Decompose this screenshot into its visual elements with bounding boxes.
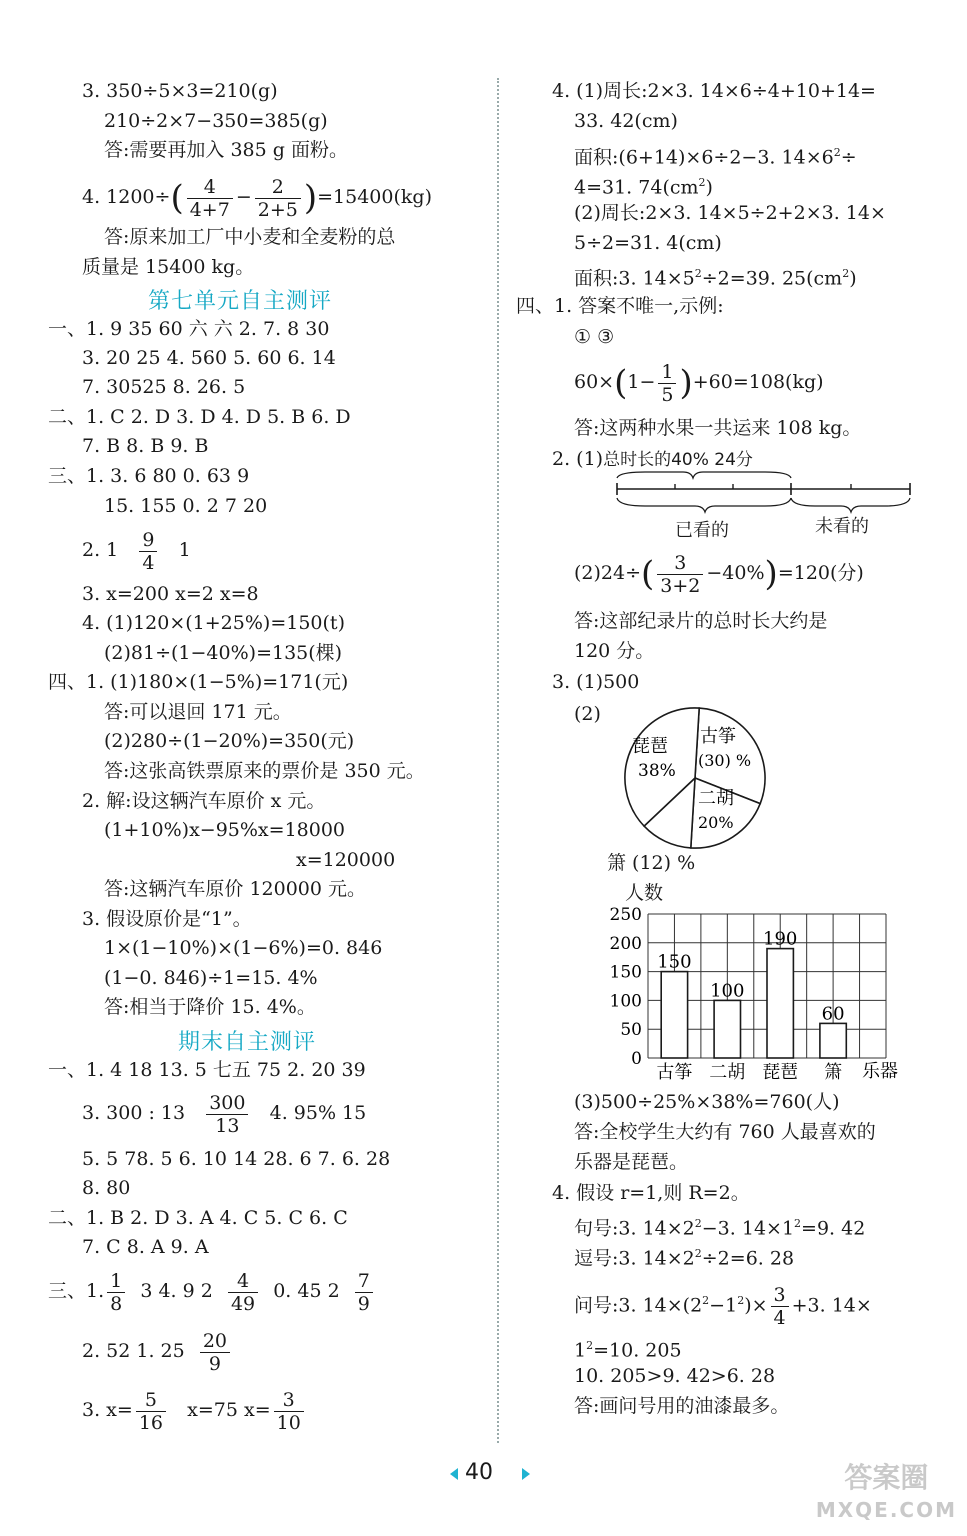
- fraction: $\frac{1}{5}$: [658, 361, 676, 406]
- fraction: $\frac{1}{8}$: [107, 1270, 125, 1315]
- answer-line: 4. (1)120×(1+25%)=150(t): [82, 612, 345, 634]
- bar-value-label: 100: [710, 980, 745, 1002]
- answer-line: 3. 假设原价是“1”。: [82, 908, 252, 930]
- answer-line: 3. 20 25 4. 560 5. 60 6. 14: [82, 347, 336, 369]
- fraction: $\frac{7}{9}$: [355, 1270, 373, 1315]
- answer-line: 5÷2=31. 4(cm): [574, 232, 722, 254]
- y-tick-label: 150: [609, 962, 642, 983]
- answer-line: x=120000: [296, 849, 396, 871]
- answer-line: 7. C 8. A 9. A: [82, 1236, 209, 1258]
- answer-line: 1×(1−10%)×(1−6%)=0. 846: [104, 937, 383, 959]
- pie-label-xiao: 箫 (12) %: [607, 852, 696, 874]
- answer-line: (3)500÷25%×38%=760(人): [574, 1091, 840, 1113]
- section-title: 期末自主测评: [178, 1030, 317, 1055]
- answer-line: 7. B 8. B 9. B: [82, 435, 209, 457]
- segment-diagram: [605, 470, 917, 546]
- answer-line: 答:需要再加入 385 g 面粉。: [104, 139, 348, 161]
- watermark-logo-text: 答案圈: [844, 1461, 929, 1494]
- answer-line: 2. 解:设这辆汽车原价 x 元。: [82, 790, 326, 812]
- answer-line: 二、1. C 2. D 3. D 4. D 5. B 6. D: [48, 406, 351, 428]
- answer-line: 4=31. $74(cm^2)$: [574, 176, 713, 199]
- answer-line: 4. 1200÷( $\frac{4}{4+7}$ − $\frac{2}{2+5}$ )=15400(kg): [82, 175, 432, 221]
- answer-line: 句号:3. $14\times 2^2-3$. $14\times 1^2=9$. 42: [574, 1217, 866, 1240]
- answer-line: 面积:3. $14\times 5^2\div 2=39$. $25(cm^2)$: [574, 267, 857, 290]
- fraction: $\frac{20}{9}$: [200, 1330, 230, 1375]
- answer-line: (2): [574, 703, 601, 725]
- fraction: $\frac{4}{4+7}$: [187, 176, 233, 221]
- answer-line: 逗号:3. $14\times 2^2\div 2=6$. 28: [574, 1247, 795, 1270]
- bar-xlabel: 乐器: [862, 1061, 898, 1082]
- pie-label-pipa: 琵琶: [632, 736, 668, 757]
- answer-line: 质量是 15400 kg。: [82, 256, 255, 278]
- answer-line: 四、1. (1)180×(1−5%)=171(元): [48, 671, 349, 693]
- fraction: $\frac{5}{16}$: [136, 1389, 166, 1434]
- answer-line: 2. (1)总时长的40% 24分: [552, 448, 753, 470]
- watermark-url: MXQE.COM: [815, 1498, 957, 1522]
- fraction: $\frac{3}{4}$: [771, 1284, 789, 1329]
- answer-line: 8. 80: [82, 1177, 131, 1199]
- answer-line: 答:画问号用的油漆最多。: [574, 1395, 790, 1417]
- bar-二胡: [714, 1000, 740, 1058]
- answer-line: 3. x=200 x=2 x=8: [82, 583, 259, 605]
- pie-label-guzheng: 古筝: [700, 726, 736, 747]
- bar-古筝: [661, 972, 687, 1058]
- fraction: $\frac{4}{49}$: [228, 1270, 258, 1315]
- watermark: [816, 1462, 957, 1526]
- answer-line: (2)24÷( $\frac{3}{3+2}$ −40%)=120(分): [574, 551, 864, 597]
- answer-line: 问号:3. $14\times(2^2-1^2)\times$ $\frac{3}{4}$ +3. 14×: [574, 1283, 872, 1329]
- answer-line: ① ③: [574, 326, 615, 348]
- answer-line: 2. 1 $\frac{9}{4}$ 1: [82, 528, 191, 574]
- answer-line: 10. 205>9. 42>6. 28: [574, 1365, 776, 1387]
- fraction: $\frac{2}{2+5}$: [255, 176, 301, 221]
- answer-line: (1+10%)x−95%x=18000: [104, 819, 346, 841]
- y-tick-label: 0: [631, 1049, 642, 1069]
- prev-page-icon[interactable]: [450, 1468, 458, 1480]
- answer-line: 二、1. B 2. D 3. A 4. C 5. C 6. C: [48, 1207, 348, 1229]
- answer-line: 答:原来加工厂中小麦和全麦粉的总: [104, 226, 396, 248]
- answer-line: 答:这部纪录片的总时长大约是: [574, 610, 828, 632]
- pie-label-erhu: 二胡: [698, 788, 734, 809]
- answer-line: 33. 42(cm): [574, 110, 678, 132]
- y-tick-label: 250: [609, 905, 642, 925]
- pie-label-guzheng-pct: (30) %: [698, 751, 752, 770]
- answer-line: 3. x= $\frac{5}{16}$ x=75 x= $\frac{3}{10}$: [82, 1385, 307, 1435]
- fraction: $\frac{3}{10}$: [274, 1389, 304, 1434]
- answer-line: (2)280÷(1−20%)=350(元): [104, 730, 355, 752]
- answer-line: 4. 假设 r=1,则 R=2。: [552, 1182, 750, 1204]
- fraction: $\frac{300}{13}$: [206, 1092, 248, 1137]
- bar-value-label: 60: [821, 1003, 845, 1025]
- fraction: $\frac{3}{3+2}$: [657, 552, 703, 597]
- answer-line: 一、1. 4 18 13. 5 七五 75 2. 20 39: [48, 1059, 366, 1081]
- bar-value-label: 190: [763, 928, 798, 950]
- segment-label-unwatched: 未看的: [815, 516, 869, 537]
- answer-line: 乐器是琵琶。: [574, 1151, 689, 1173]
- answer-line: 5. 5 78. 5 6. 10 14 28. 6 7. 6. 28: [82, 1148, 391, 1170]
- answer-line: 三、1. 3. 6 80 0. 63 9: [48, 465, 250, 487]
- bar-琵琶: [767, 949, 793, 1058]
- answer-line: 3. 350÷5×3=210(g): [82, 80, 278, 102]
- y-tick-label: 50: [620, 1020, 642, 1041]
- answer-line: 7. 30525 8. 26. 5: [82, 376, 246, 398]
- answer-line: 三、1. $\frac{1}{8}$ 3 4. 9 2 $\frac{4}{49}$ 0. 45 2 $\frac{7}{9}$: [48, 1266, 376, 1316]
- bar-chart: [600, 900, 920, 1086]
- page-number: 40: [465, 1460, 493, 1485]
- answer-line: 15. 155 0. 2 7 20: [104, 495, 268, 517]
- answer-line: 答:全校学生大约有 760 人最喜欢的: [574, 1121, 876, 1143]
- y-tick-label: 200: [609, 933, 642, 954]
- answer-line: 四、1. 答案不唯一,示例:: [516, 295, 724, 317]
- answer-line: (2)81÷(1−40%)=135(棵): [104, 642, 343, 664]
- section-title: 第七单元自主测评: [148, 289, 333, 314]
- answer-line: 面积:(6+14)×6÷2−3. $14\times 6^2\div$: [574, 146, 857, 169]
- segment-label-watched: 已看的: [675, 520, 729, 541]
- answer-line: 答:这辆汽车原价 120000 元。: [104, 878, 367, 900]
- answer-line: 60×(1− $\frac{1}{5}$ )+60=108(kg): [574, 360, 824, 406]
- x-category-label: 古筝: [656, 1062, 693, 1083]
- bar-value-label: 150: [657, 951, 692, 973]
- answer-line: 答:可以退回 171 元。: [104, 701, 292, 723]
- bar-箫: [820, 1023, 846, 1058]
- answer-line: (2)周长:2×3. 14×5÷2+2×3. 14×: [574, 202, 886, 224]
- answer-line: (1−0. 846)÷1=15. 4%: [104, 967, 318, 989]
- x-category-label: 箫: [824, 1062, 843, 1083]
- answer-line: 3. 300 : 13 $\frac{300}{13}$ 4. 95% 15: [82, 1091, 367, 1137]
- y-tick-label: 100: [609, 991, 642, 1012]
- answer-line: 4. (1)周长:2×3. 14×6÷4+10+14=: [552, 80, 876, 102]
- bar-ylabel: 人数: [625, 882, 664, 904]
- pie-label-erhu-pct: 20%: [698, 813, 734, 832]
- next-page-icon[interactable]: [522, 1468, 530, 1480]
- answer-line: 3. (1)500: [552, 671, 640, 693]
- x-category-label: 琵琶: [762, 1062, 799, 1083]
- column-divider: [497, 78, 499, 1443]
- fraction: $\frac{9}{4}$: [139, 529, 157, 574]
- answer-line: 120 分。: [574, 640, 655, 662]
- answer-line: 答:这张高铁票原来的票价是 350 元。: [104, 760, 425, 782]
- answer-line: 答:这两种水果一共运来 108 kg。: [574, 417, 862, 439]
- x-category-label: 二胡: [709, 1062, 746, 1083]
- answer-line: 答:相当于降价 15. 4%。: [104, 996, 316, 1018]
- answer-line: 210÷2×7−350=385(g): [104, 110, 328, 132]
- pie-label-pipa-pct: 38%: [638, 761, 676, 781]
- answer-line: 2. 52 1. 25 $\frac{20}{9}$: [82, 1326, 233, 1376]
- answer-line: $1^2=10$. 205: [574, 1339, 682, 1362]
- answer-line: 一、1. 9 35 60 六 六 2. 7. 8 30: [48, 318, 330, 340]
